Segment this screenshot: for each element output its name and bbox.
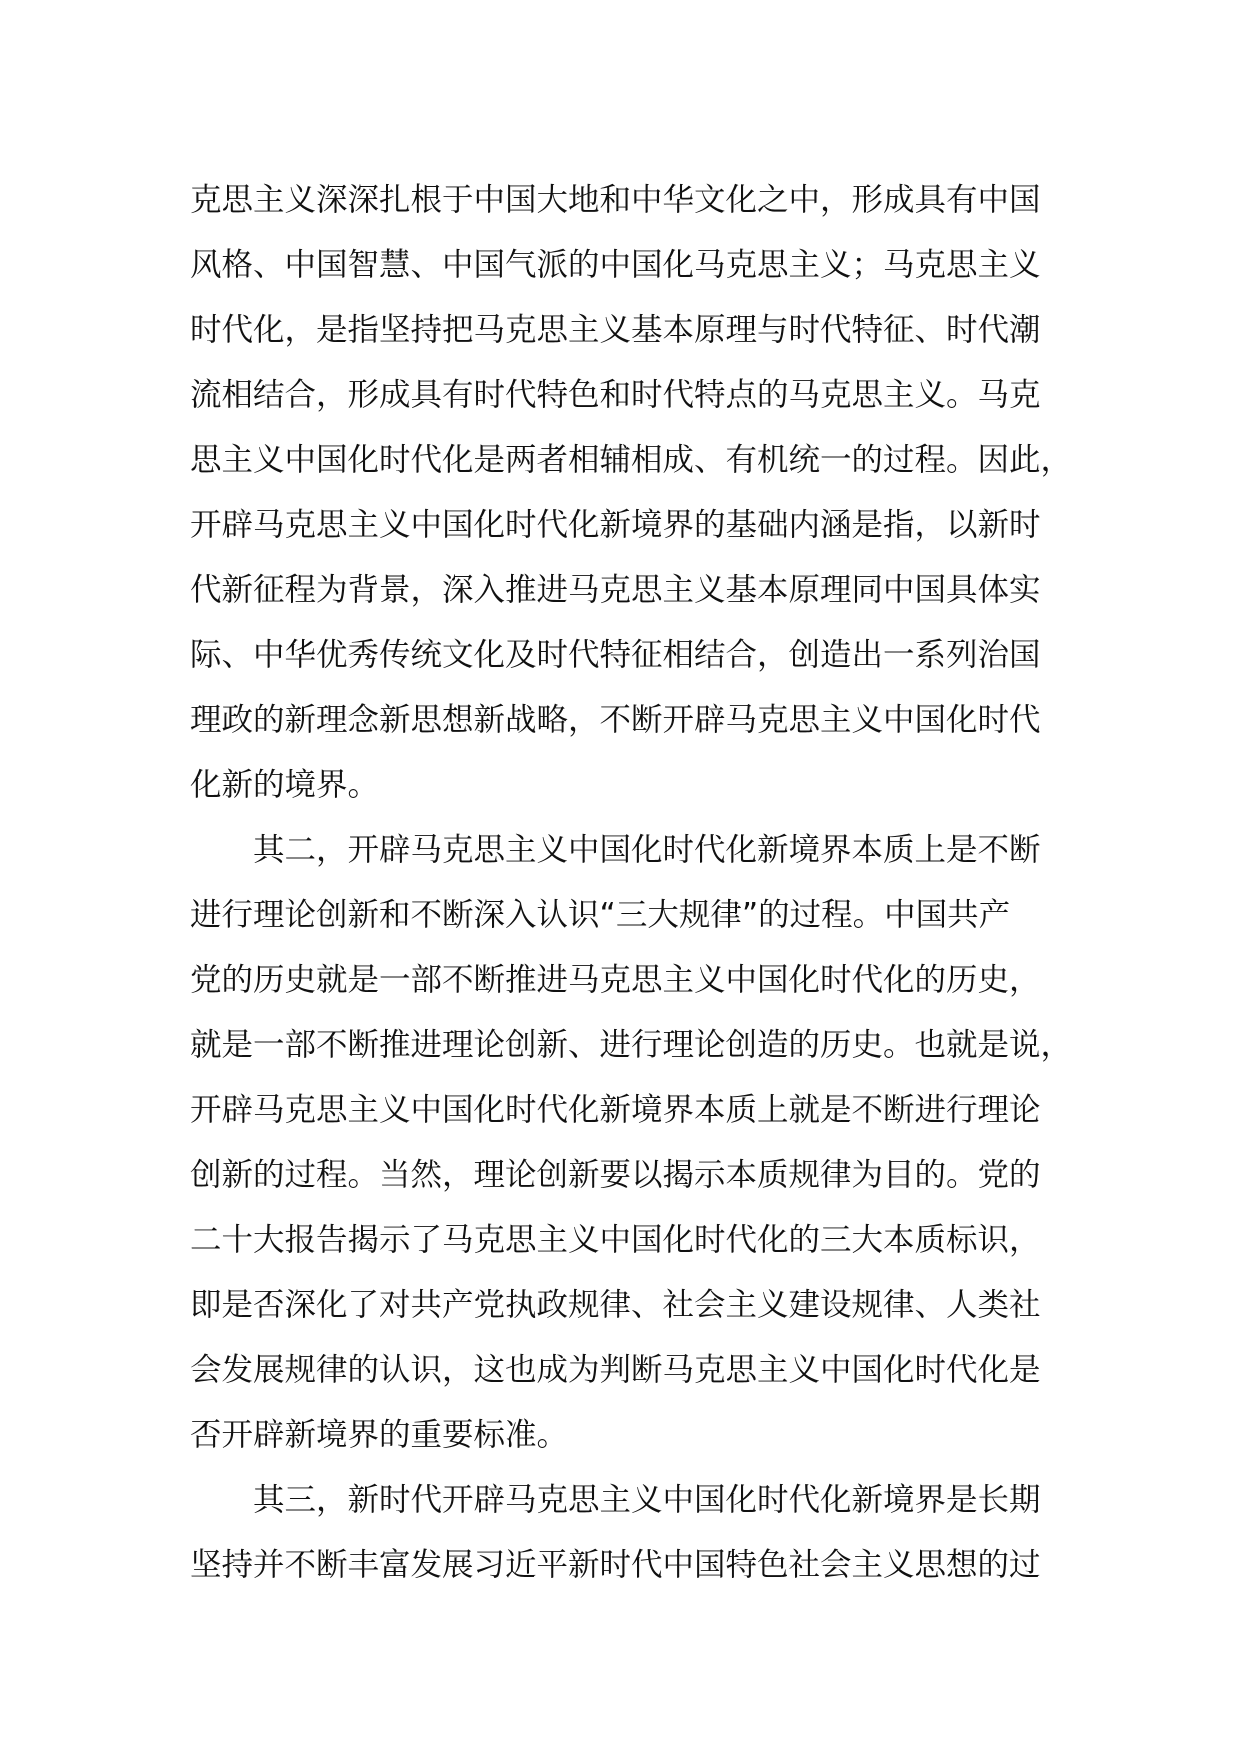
text-line: 流相结合，形成具有时代特色和时代特点的马克思主义。马克 bbox=[190, 377, 1041, 413]
text-line: 理政的新理念新思想新战略，不断开辟马克思主义中国化时代 bbox=[190, 702, 1041, 738]
text-line: 进行理论创新和不断深入认识“三大规律”的过程。中国共产 bbox=[190, 897, 1011, 933]
text-line: 创新的过程。当然，理论创新要以揭示本质规律为目的。党的 bbox=[190, 1157, 1041, 1193]
text-line: 克思主义深深扎根于中国大地和中华文化之中，形成具有中国 bbox=[190, 182, 1041, 218]
text-line: 思主义中国化时代化是两者相辅相成、有机统一的过程。因此， bbox=[190, 442, 1073, 478]
text-line: 开辟马克思主义中国化时代化新境界本质上就是不断进行理论 bbox=[190, 1092, 1041, 1128]
text-line: 坚持并不断丰富发展习近平新时代中国特色社会主义思想的过 bbox=[190, 1547, 1041, 1583]
text-line: 开辟马克思主义中国化时代化新境界的基础内涵是指，以新时 bbox=[190, 507, 1041, 543]
text-line: 二十大报告揭示了马克思主义中国化时代化的三大本质标识， bbox=[190, 1222, 1041, 1258]
text-line: 风格、中国智慧、中国气派的中国化马克思主义；马克思主义 bbox=[190, 247, 1041, 283]
paragraph-start-line: 其三，新时代开辟马克思主义中国化时代化新境界是长期 bbox=[253, 1482, 1041, 1518]
text-line: 际、中华优秀传统文化及时代特征相结合，创造出一系列治国 bbox=[190, 637, 1041, 673]
text-line: 代新征程为背景，深入推进马克思主义基本原理同中国具体实 bbox=[190, 572, 1041, 608]
text-line: 就是一部不断推进理论创新、进行理论创造的历史。也就是说， bbox=[190, 1027, 1073, 1063]
body-text bbox=[190, 168, 1110, 1598]
text-line: 时代化，是指坚持把马克思主义基本原理与时代特征、时代潮 bbox=[190, 312, 1041, 348]
text-line: 会发展规律的认识，这也成为判断马克思主义中国化时代化是 bbox=[190, 1352, 1041, 1388]
text-line: 否开辟新境界的重要标准。 bbox=[190, 1417, 569, 1453]
text-line: 即是否深化了对共产党执政规律、社会主义建设规律、人类社 bbox=[190, 1287, 1041, 1323]
text-line: 化新的境界。 bbox=[190, 767, 380, 803]
paragraph-start-line: 其二，开辟马克思主义中国化时代化新境界本质上是不断 bbox=[253, 832, 1041, 868]
text-line: 党的历史就是一部不断推进马克思主义中国化时代化的历史， bbox=[190, 962, 1041, 998]
